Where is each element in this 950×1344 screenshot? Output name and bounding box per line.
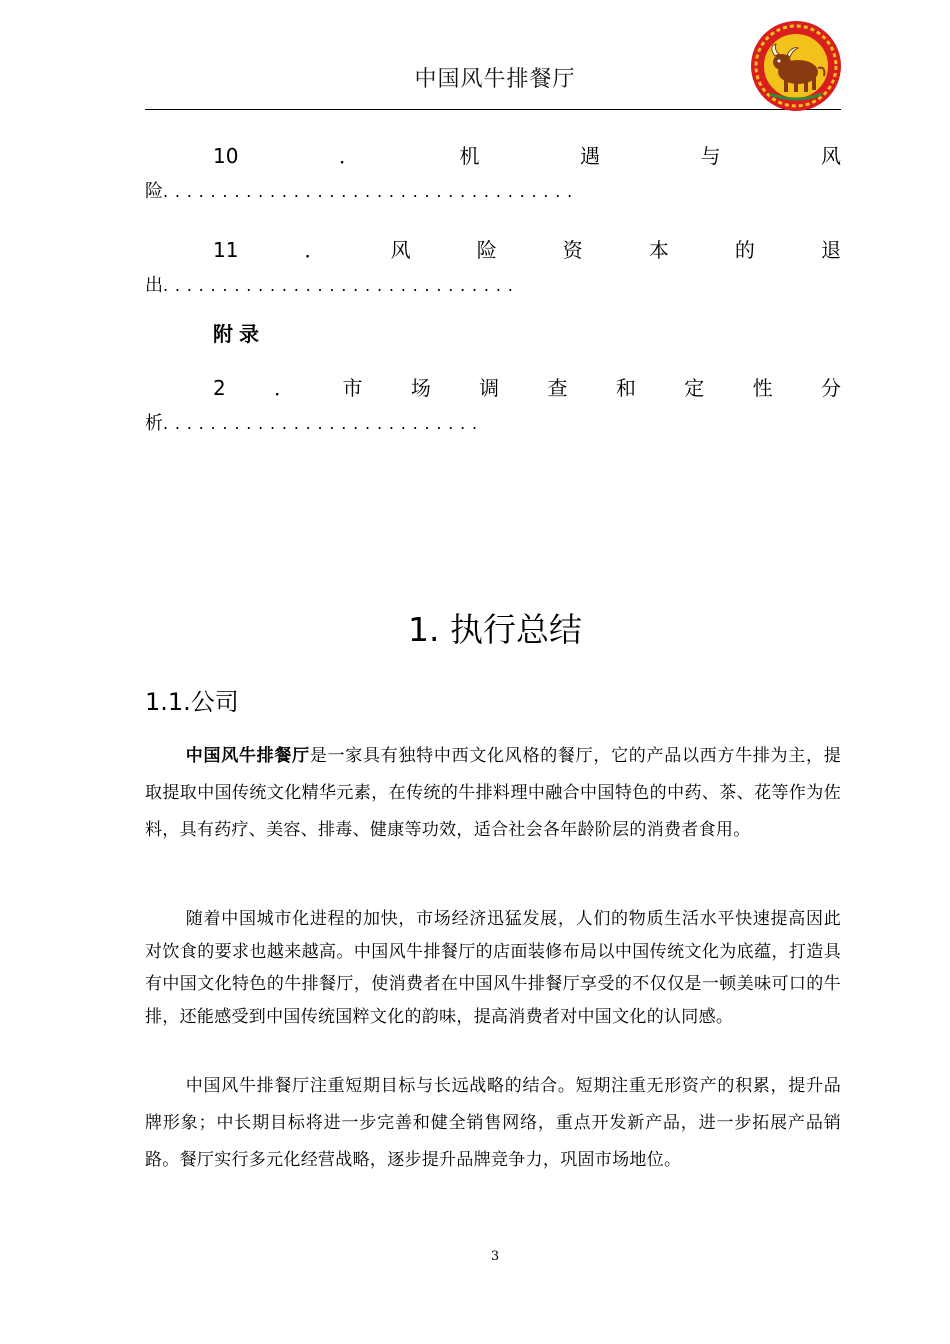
toc-entry-title: [145, 237, 841, 263]
toc-char: 查: [547, 376, 568, 400]
toc-entry-leader: [145, 411, 841, 437]
toc-entry-leader: [145, 273, 841, 299]
toc-entry-title: [145, 143, 841, 169]
toc-char: ．: [304, 238, 325, 262]
toc-char: 风: [390, 238, 411, 262]
toc-char: 机: [459, 144, 480, 168]
toc-dots: ...................................: [163, 182, 580, 201]
subsection-heading: 1.1.公司: [145, 688, 239, 716]
page-number: 3: [490, 1249, 500, 1264]
toc-entry-leader: [145, 179, 841, 205]
toc-char: 分: [820, 376, 841, 400]
toc-char: ．: [274, 376, 295, 400]
toc-dots: ..............................: [163, 276, 520, 295]
toc-char: 遇: [579, 144, 600, 168]
toc-number: 2: [213, 376, 226, 400]
toc-dots: ...........................: [163, 414, 484, 433]
toc-number: 11: [213, 238, 239, 262]
section-heading: 1. 执行总结: [408, 610, 582, 649]
toc-char: 市: [342, 376, 363, 400]
toc-char: ．: [338, 144, 359, 168]
toc-char: 险: [476, 238, 497, 262]
toc-number: 10: [213, 144, 239, 168]
header-title: 中国风牛排餐厅: [414, 67, 576, 92]
appendix-label: 附录: [213, 322, 265, 346]
toc-char: 调: [479, 376, 500, 400]
toc-entry-title: [145, 375, 841, 401]
toc-char: 风: [820, 144, 841, 168]
toc-char: 退: [821, 238, 841, 262]
toc-char: 本: [648, 238, 669, 262]
toc-entry-2: [145, 375, 841, 437]
toc-tail: 析: [145, 413, 163, 434]
toc-char: 和: [615, 376, 636, 400]
bull-logo-icon: [748, 20, 844, 112]
header-rule: [145, 109, 841, 110]
toc-entry-11: [145, 237, 841, 299]
toc-char: 资: [562, 238, 583, 262]
toc-tail: 险: [145, 181, 163, 202]
toc-entry-10: [145, 143, 841, 205]
company-name: 中国风牛排餐厅: [185, 746, 310, 766]
paragraph-text: 是一家具有独特中西文化风格的餐厅，它的产品以西方牛排为主，提取提取中国传统文化精华元素，在传统的牛排料理中融合中国特色的中药、茶、花等作为佐料，具有药疗、美容、排毒、健康等功效，适合社会各年龄阶层的消费者食用。: [145, 746, 842, 840]
paragraph-strategy: 中国风牛排餐厅注重短期目标与长远战略的结合。短期注重无形资产的积累，提升品牌形象；中长期目标将进一步完善和健全销售网络，重点开发新产品，进一步拓展产品销路。餐厅实行多元化经营战略，逐步提升品牌竞争力，巩固市场地位。: [145, 1076, 841, 1170]
toc-char: 定: [684, 376, 705, 400]
toc-tail: 出: [145, 275, 163, 296]
paragraph-market-context: 随着中国城市化进程的加快，市场经济迅猛发展，人们的物质生活水平快速提高因此对饮食的要求也越来越高。中国风牛排餐厅的店面装修布局以中国传统文化为底蕴，打造具有中国文化特色的牛排餐厅，使消费者在中国风牛排餐厅享受的不仅仅是一顿美味可口的牛排，还能感受到中国传统国粹文化的韵味，提高消费者对中国文化的认同感。: [145, 909, 841, 1027]
toc-char: 与: [700, 144, 721, 168]
paragraph-company-intro: [145, 738, 841, 849]
toc-char: 性: [752, 376, 773, 400]
toc-char: 的: [734, 238, 755, 262]
toc-char: 场: [410, 376, 431, 400]
